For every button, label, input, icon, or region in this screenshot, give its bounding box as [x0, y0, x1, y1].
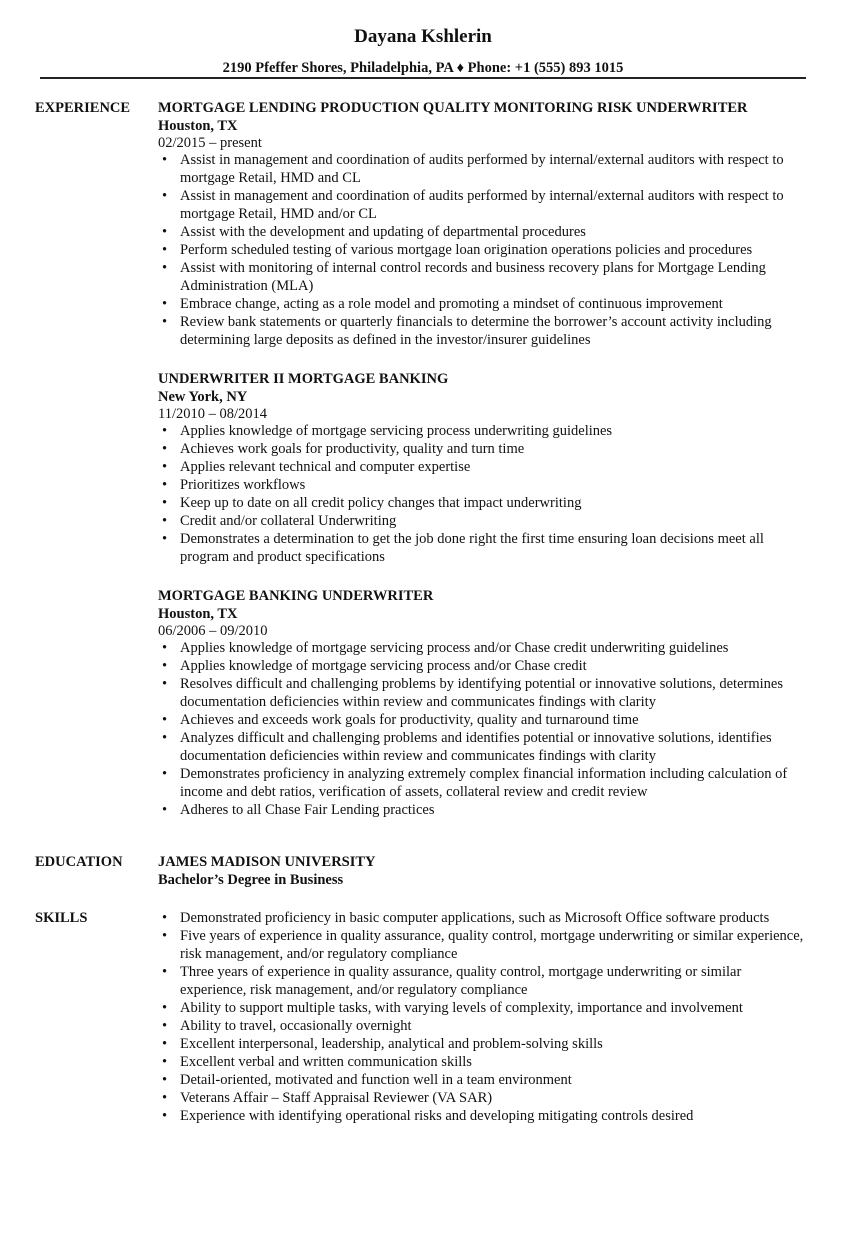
school-name: JAMES MADISON UNIVERSITY	[158, 854, 376, 870]
job-entry	[158, 587, 808, 819]
bullet-item: • Credit and/or collateral Underwriting	[158, 512, 808, 530]
skill-item: • Excellent verbal and written communication skills	[158, 1053, 808, 1071]
bullet-item: • Assist in management and coordination of audits performed by internal/external auditors with respect to mortgage Retail, HMD and CL	[158, 151, 808, 187]
skill-item: • Detail-oriented, motivated and function well in a team environment	[158, 1071, 808, 1089]
bullet-item: • Adheres to all Chase Fair Lending practices	[158, 801, 808, 819]
bullet-item: • Applies relevant technical and computer expertise	[158, 458, 808, 476]
job-bullets	[158, 639, 808, 819]
skill-item: • Excellent interpersonal, leadership, analytical and problem-solving skills	[158, 1035, 808, 1053]
bullet-item: • Prioritizes workflows	[158, 476, 808, 494]
job-title: MORTGAGE BANKING UNDERWRITER	[158, 588, 434, 604]
bullet-item: • Embrace change, acting as a role model and promoting a mindset of continuous improvement	[158, 295, 808, 313]
bullet-item: • Applies knowledge of mortgage servicing process and/or Chase credit underwriting guidelines	[158, 639, 808, 657]
bullet-item: • Applies knowledge of mortgage servicing process and/or Chase credit	[158, 657, 808, 675]
job-title: UNDERWRITER II MORTGAGE BANKING	[158, 371, 449, 387]
job-bullets	[158, 151, 808, 349]
section-heading-skills: SKILLS	[35, 910, 88, 926]
degree: Bachelor’s Degree in Business	[158, 872, 344, 888]
experience-body	[158, 99, 808, 840]
job-location: New York, NY	[158, 389, 248, 405]
section-heading-experience: EXPERIENCE	[35, 100, 131, 116]
skill-item: • Five years of experience in quality assurance, quality control, mortgage underwriting or similar experience, risk management, and/or regulatory compliance	[158, 927, 808, 963]
job-entry	[158, 99, 808, 349]
skill-item: • Ability to travel, occasionally overnight	[158, 1017, 808, 1035]
skill-item: • Demonstrated proficiency in basic computer applications, such as Microsoft Office software products	[158, 909, 808, 927]
bullet-item: • Review bank statements or quarterly financials to determine the borrower’s account activity including determining large deposits as defined in the investor/insurer guidelines	[158, 313, 808, 349]
skills-list	[158, 909, 808, 1125]
bullet-item: • Assist in management and coordination of audits performed by internal/external auditors with respect to mortgage Retail, HMD and/or CL	[158, 187, 808, 223]
job-bullets	[158, 422, 808, 566]
bullet-item: • Keep up to date on all credit policy changes that impact underwriting	[158, 494, 808, 512]
candidate-name: Dayana Kshlerin	[354, 26, 492, 47]
skills-body	[158, 909, 808, 1125]
education-body	[158, 853, 808, 889]
header-divider	[40, 77, 806, 79]
bullet-item: • Achieves and exceeds work goals for productivity, quality and turnaround time	[158, 711, 808, 729]
bullet-item: • Demonstrates proficiency in analyzing extremely complex financial information including calculation of income and debt ratios, verification of assets, collateral review and credit review	[158, 765, 808, 801]
bullet-item: • Demonstrates a determination to get the job done right the first time ensuring loan decisions meet all program and product specifications	[158, 530, 808, 566]
bullet-item: • Assist with the development and updating of departmental procedures	[158, 223, 808, 241]
section-heading-education: EDUCATION	[35, 854, 123, 870]
bullet-item: • Achieves work goals for productivity, quality and turn time	[158, 440, 808, 458]
skill-item: • Veterans Affair – Staff Appraisal Reviewer (VA SAR)	[158, 1089, 808, 1107]
bullet-item: • Resolves difficult and challenging problems by identifying potential or innovative solutions, determines documentation deficiencies within review and communicates findings with clarity	[158, 675, 808, 711]
job-dates: 06/2006 – 09/2010	[158, 623, 268, 639]
job-entry	[158, 370, 808, 566]
bullet-item: • Applies knowledge of mortgage servicing process underwriting guidelines	[158, 422, 808, 440]
job-location: Houston, TX	[158, 606, 238, 622]
bullet-item: • Assist with monitoring of internal control records and business recovery plans for Mortgage Lending Administration (MLA)	[158, 259, 808, 295]
skill-item: • Ability to support multiple tasks, with varying levels of complexity, importance and involvement	[158, 999, 808, 1017]
job-title: MORTGAGE LENDING PRODUCTION QUALITY MONITORING RISK UNDERWRITER	[158, 100, 748, 116]
job-location: Houston, TX	[158, 118, 238, 134]
skill-item: • Experience with identifying operational risks and developing mitigating controls desired	[158, 1107, 808, 1125]
contact-line: 2190 Pfeffer Shores, Philadelphia, PA ♦ Phone: +1 (555) 893 1015	[222, 60, 624, 76]
bullet-item: • Perform scheduled testing of various mortgage loan origination operations policies and procedures	[158, 241, 808, 259]
skill-item: • Three years of experience in quality assurance, quality control, mortgage underwriting or similar experience, risk management, and/or regulatory compliance	[158, 963, 808, 999]
job-dates: 11/2010 – 08/2014	[158, 406, 268, 422]
job-dates: 02/2015 – present	[158, 135, 262, 151]
bullet-item: • Analyzes difficult and challenging problems and identifies potential or innovative solutions, identifies documentation deficiencies within review and communicates findings with clarity	[158, 729, 808, 765]
